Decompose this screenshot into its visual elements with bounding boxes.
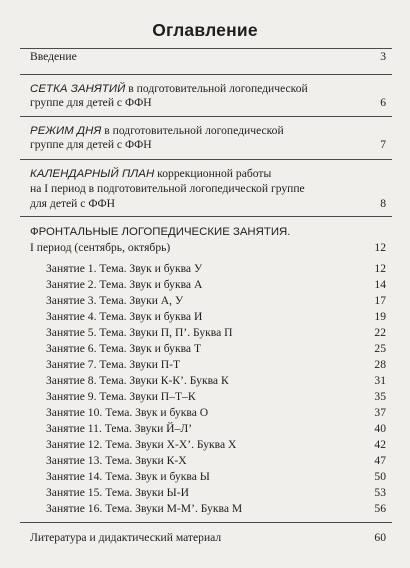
- lesson-title: Занятие 15. Тема. Звуки Ы-И: [46, 486, 189, 499]
- entry-title: Литература и дидактический материал: [30, 531, 222, 544]
- lesson-page: 25: [374, 342, 386, 355]
- divider: [20, 116, 392, 117]
- lesson-title: Занятие 6. Тема. Звук и буква Т: [46, 342, 202, 355]
- entry-page: 60: [374, 531, 386, 544]
- entry-page: 6: [380, 96, 386, 109]
- lesson-page: 42: [374, 438, 386, 451]
- entry-caps: РЕЖИМ ДНЯ: [30, 125, 102, 137]
- entry-title: для детей с ФФН: [30, 197, 116, 210]
- toc-entry-period: [30, 241, 386, 255]
- lesson-title: Занятие 16. Тема. Звуки М-М’. Буква М: [46, 502, 243, 515]
- entry-title: Введение: [30, 50, 77, 63]
- lesson-page: 35: [374, 390, 386, 403]
- entry-page: 8: [380, 197, 386, 210]
- lesson-page: 12: [374, 262, 386, 275]
- toc-lesson: [46, 374, 386, 388]
- toc-entry-plan: [30, 167, 386, 181]
- lesson-page: 37: [374, 406, 386, 419]
- toc-lesson: [46, 438, 386, 452]
- lesson-title: Занятие 3. Тема. Звуки А, У: [46, 294, 184, 307]
- divider: [20, 216, 392, 217]
- toc-entry-plan-line3: [30, 197, 386, 211]
- toc-lesson: [46, 390, 386, 404]
- toc-entry-plan-line2: [30, 182, 386, 196]
- toc-lesson: [46, 486, 386, 500]
- toc-lesson: [46, 470, 386, 484]
- toc-entry-setka: [30, 82, 386, 96]
- lesson-title: Занятие 5. Тема. Звуки П, П’. Буква П: [46, 326, 233, 339]
- toc-entry-setka-line2: [30, 96, 386, 110]
- lesson-title: Занятие 2. Тема. Звук и буква А: [46, 278, 203, 291]
- lesson-page: 28: [374, 358, 386, 371]
- lesson-page: 31: [374, 374, 386, 387]
- entry-title: группе для детей с ФФН: [30, 96, 152, 109]
- entry-title: на I период в подготовительной логопедической группе: [30, 182, 305, 195]
- entry-page: 3: [380, 50, 386, 63]
- lesson-page: 56: [374, 502, 386, 515]
- toc-lesson: [46, 278, 386, 292]
- toc-lesson: [46, 502, 386, 516]
- lesson-title: Занятие 9. Тема. Звуки П–Т–К: [46, 390, 196, 403]
- toc-entry-literature: [30, 531, 386, 545]
- divider: [20, 74, 392, 75]
- lesson-title: Занятие 14. Тема. Звук и буква Ы: [46, 470, 210, 483]
- lesson-page: 40: [374, 422, 386, 435]
- lesson-title: Занятие 7. Тема. Звуки П-Т: [46, 358, 181, 371]
- entry-title: в подготовительной логопедической: [125, 82, 308, 95]
- lesson-page: 53: [374, 486, 386, 499]
- toc-entry-rezhim-line2: [30, 138, 386, 152]
- toc-lesson: [46, 326, 386, 340]
- divider: [20, 159, 392, 160]
- lesson-page: 47: [374, 454, 386, 467]
- divider: [20, 522, 392, 523]
- entry-title: коррекционной работы: [154, 167, 272, 180]
- toc-lesson: [46, 406, 386, 420]
- entry-title: I период (сентябрь, октябрь): [30, 241, 171, 254]
- lesson-title: Занятие 12. Тема. Звуки Х-Х’. Буква Х: [46, 438, 237, 451]
- lesson-page: 17: [374, 294, 386, 307]
- lesson-title: Занятие 4. Тема. Звук и буква И: [46, 310, 203, 323]
- toc-lesson: [46, 294, 386, 308]
- lesson-title: Занятие 1. Тема. Звук и буква У: [46, 262, 203, 275]
- entry-title: в подготовительной логопедической: [101, 124, 284, 137]
- toc-lesson: [46, 358, 386, 372]
- toc-lesson: [46, 262, 386, 276]
- lesson-title: Занятие 13. Тема. Звуки К-Х: [46, 454, 187, 467]
- lesson-title: Занятие 10. Тема. Звук и буква О: [46, 406, 209, 419]
- toc-entry-intro: [30, 50, 386, 64]
- page-title: Оглавление: [152, 20, 258, 40]
- entry-page: 7: [380, 138, 386, 151]
- divider: [20, 48, 392, 49]
- toc-entry-rezhim: [30, 124, 386, 138]
- lesson-title: Занятие 11. Тема. Звуки Й–Л’: [46, 422, 193, 435]
- entry-caps: КАЛЕНДАРНЫЙ ПЛАН: [30, 168, 155, 180]
- lesson-title: Занятие 8. Тема. Звуки К-К’. Буква К: [46, 374, 229, 387]
- toc-lesson: [46, 342, 386, 356]
- toc-lesson: [46, 454, 386, 468]
- entry-page: 12: [374, 241, 386, 254]
- toc-entry-frontal: [30, 225, 386, 239]
- lesson-page: 19: [374, 310, 386, 323]
- lesson-page: 22: [374, 326, 386, 339]
- lesson-page: 14: [374, 278, 386, 291]
- toc-lesson: [46, 310, 386, 324]
- lesson-page: 50: [374, 470, 386, 483]
- entry-caps: СЕТКА ЗАНЯТИЙ: [30, 83, 126, 95]
- toc-lesson: [46, 422, 386, 436]
- entry-caps: ФРОНТАЛЬНЫЕ ЛОГОПЕДИЧЕСКИЕ ЗАНЯТИЯ.: [30, 226, 291, 238]
- entry-title: группе для детей с ФФН: [30, 138, 152, 151]
